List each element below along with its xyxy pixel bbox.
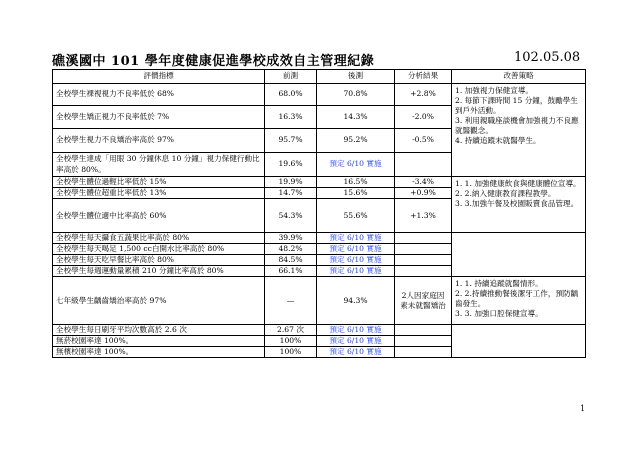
post-cell: 16.5% bbox=[317, 177, 395, 188]
strategy-cell-empty bbox=[452, 233, 586, 277]
document-title: 礁溪國中 101 學年度健康促進學校成效自主管理紀錄 bbox=[52, 54, 375, 69]
col-header: 後測 bbox=[317, 70, 395, 84]
pre-cell: 2.67 次 bbox=[265, 325, 317, 336]
strategy-cell-vision bbox=[452, 84, 586, 177]
evaluation-table bbox=[52, 69, 586, 358]
indicator-cell: 全校學生達成「用眼 30 分鐘休息 10 分鐘」視力保健行動比率高於 80%。 bbox=[53, 153, 265, 177]
strategy-item: 3. 3. 加強口腔保健宣導。 bbox=[455, 309, 543, 319]
pre-cell: — bbox=[265, 277, 317, 325]
pre-cell: 16.3% bbox=[265, 106, 317, 129]
pre-cell: 100% bbox=[265, 347, 317, 358]
strategy-item: 2. 2.持續推動餐後潔牙工作，預防齲齒發生。 bbox=[455, 289, 579, 309]
document-date: 102.05.08 bbox=[514, 50, 581, 65]
pre-cell: 84.5% bbox=[265, 255, 317, 266]
table-row bbox=[53, 233, 586, 244]
analysis-cell bbox=[395, 266, 452, 277]
pre-cell: 54.3% bbox=[265, 199, 317, 233]
indicator-cell: 全校學生體位過輕比率低於 15% bbox=[53, 177, 265, 188]
pre-cell: 48.2% bbox=[265, 244, 317, 255]
analysis-cell: +1.3% bbox=[395, 199, 452, 233]
strategy-cell-body bbox=[452, 177, 586, 233]
indicator-cell: 七年級學生齲齒矯治率高於 97% bbox=[53, 277, 265, 325]
post-cell: 預定 6/10 實施 bbox=[317, 153, 395, 177]
pre-cell: 19.9% bbox=[265, 177, 317, 188]
pre-cell: 95.7% bbox=[265, 129, 317, 153]
analysis-cell bbox=[395, 153, 452, 177]
pre-cell: 19.6% bbox=[265, 153, 317, 177]
indicator-cell: 全校學生矯正視力不良率低於 7% bbox=[53, 106, 265, 129]
col-header: 評價指標 bbox=[53, 70, 265, 84]
analysis-cell: 2人因家庭因素未就醫矯治 bbox=[395, 277, 452, 325]
pre-cell: 66.1% bbox=[265, 266, 317, 277]
analysis-cell bbox=[395, 325, 452, 336]
indicator-cell: 無檳校園率達 100%。 bbox=[53, 347, 265, 358]
strategy-item: 3. 3.加強午餐及校園販賣食品管理。 bbox=[455, 199, 579, 209]
table-row bbox=[53, 84, 586, 106]
pre-cell: 39.9% bbox=[265, 233, 317, 244]
indicator-cell: 全校學生每天攝食五蔬果比率高於 80% bbox=[53, 233, 265, 244]
table-row bbox=[53, 177, 586, 188]
post-cell: 14.3% bbox=[317, 106, 395, 129]
strategy-cell-oral bbox=[452, 277, 586, 325]
indicator-cell: 全校學生體位適中比率高於 60% bbox=[53, 199, 265, 233]
post-cell: 55.6% bbox=[317, 199, 395, 233]
strategy-item: 4. 持續追蹤未就醫學生。 bbox=[455, 136, 541, 146]
post-cell: 預定 6/10 實施 bbox=[317, 336, 395, 347]
strategy-item: 1. 1. 加強健康飲食與健康體位宣導。 bbox=[455, 179, 581, 188]
table-row bbox=[53, 325, 586, 336]
indicator-cell: 無菸校園率達 100%。 bbox=[53, 336, 265, 347]
strategy-item: 3. 利用親職座談機會加強視力不良應就醫觀念。 bbox=[455, 116, 579, 136]
indicator-cell: 全校學生每天吃早餐比率高於 80% bbox=[53, 255, 265, 266]
col-header: 改善策略 bbox=[452, 70, 586, 84]
indicator-cell: 全校學生視力不良矯治率高於 97% bbox=[53, 129, 265, 153]
analysis-cell: +0.9% bbox=[395, 188, 452, 199]
analysis-cell: -2.0% bbox=[395, 106, 452, 129]
analysis-cell: -3.4% bbox=[395, 177, 452, 188]
post-cell: 預定 6/10 實施 bbox=[317, 325, 395, 336]
post-cell: 預定 6/10 實施 bbox=[317, 255, 395, 266]
analysis-cell bbox=[395, 347, 452, 358]
analysis-cell bbox=[395, 255, 452, 266]
indicator-cell: 全校學生裸視視力不良率低於 68% bbox=[53, 84, 265, 106]
analysis-cell: +2.8% bbox=[395, 84, 452, 106]
strategy-item: 2. 每節下課時間 15 分鐘，鼓勵學生到戶外活動。 bbox=[455, 96, 578, 116]
analysis-cell: -0.5% bbox=[395, 129, 452, 153]
post-cell: 預定 6/10 實施 bbox=[317, 233, 395, 244]
col-header: 前測 bbox=[265, 70, 317, 84]
indicator-cell: 全校學生體位超重比率低於 13% bbox=[53, 188, 265, 199]
analysis-cell bbox=[395, 233, 452, 244]
post-cell: 70.8% bbox=[317, 84, 395, 106]
post-cell: 預定 6/10 實施 bbox=[317, 347, 395, 358]
strategy-item: 1. 1. 持續追蹤就醫情形。 bbox=[455, 279, 543, 289]
col-header: 分析結果 bbox=[395, 70, 452, 84]
analysis-cell bbox=[395, 244, 452, 255]
indicator-cell: 全校學生每日刷牙平均次數高於 2.6 次 bbox=[53, 325, 265, 336]
pre-cell: 100% bbox=[265, 336, 317, 347]
table-row bbox=[53, 277, 586, 325]
analysis-cell bbox=[395, 336, 452, 347]
strategy-cell-empty bbox=[452, 325, 586, 358]
post-cell: 15.6% bbox=[317, 188, 395, 199]
pre-cell: 68.0% bbox=[265, 84, 317, 106]
indicator-cell: 全校學生每天喝足 1,500 cc白開水比率高於 80% bbox=[53, 244, 265, 255]
strategy-item: 1. 加強視力保健宣導。 bbox=[455, 86, 534, 95]
pre-cell: 14.7% bbox=[265, 188, 317, 199]
indicator-cell: 全校學生每週運動量累積 210 分鐘比率高於 80% bbox=[53, 266, 265, 277]
post-cell: 95.2% bbox=[317, 129, 395, 153]
post-cell: 預定 6/10 實施 bbox=[317, 266, 395, 277]
page-number: 1 bbox=[580, 404, 586, 413]
post-cell: 預定 6/10 實施 bbox=[317, 244, 395, 255]
table-header-row bbox=[53, 70, 586, 84]
post-cell: 94.3% bbox=[317, 277, 395, 325]
strategy-item: 2. 2.納入健康教育課程教學。 bbox=[455, 189, 556, 199]
